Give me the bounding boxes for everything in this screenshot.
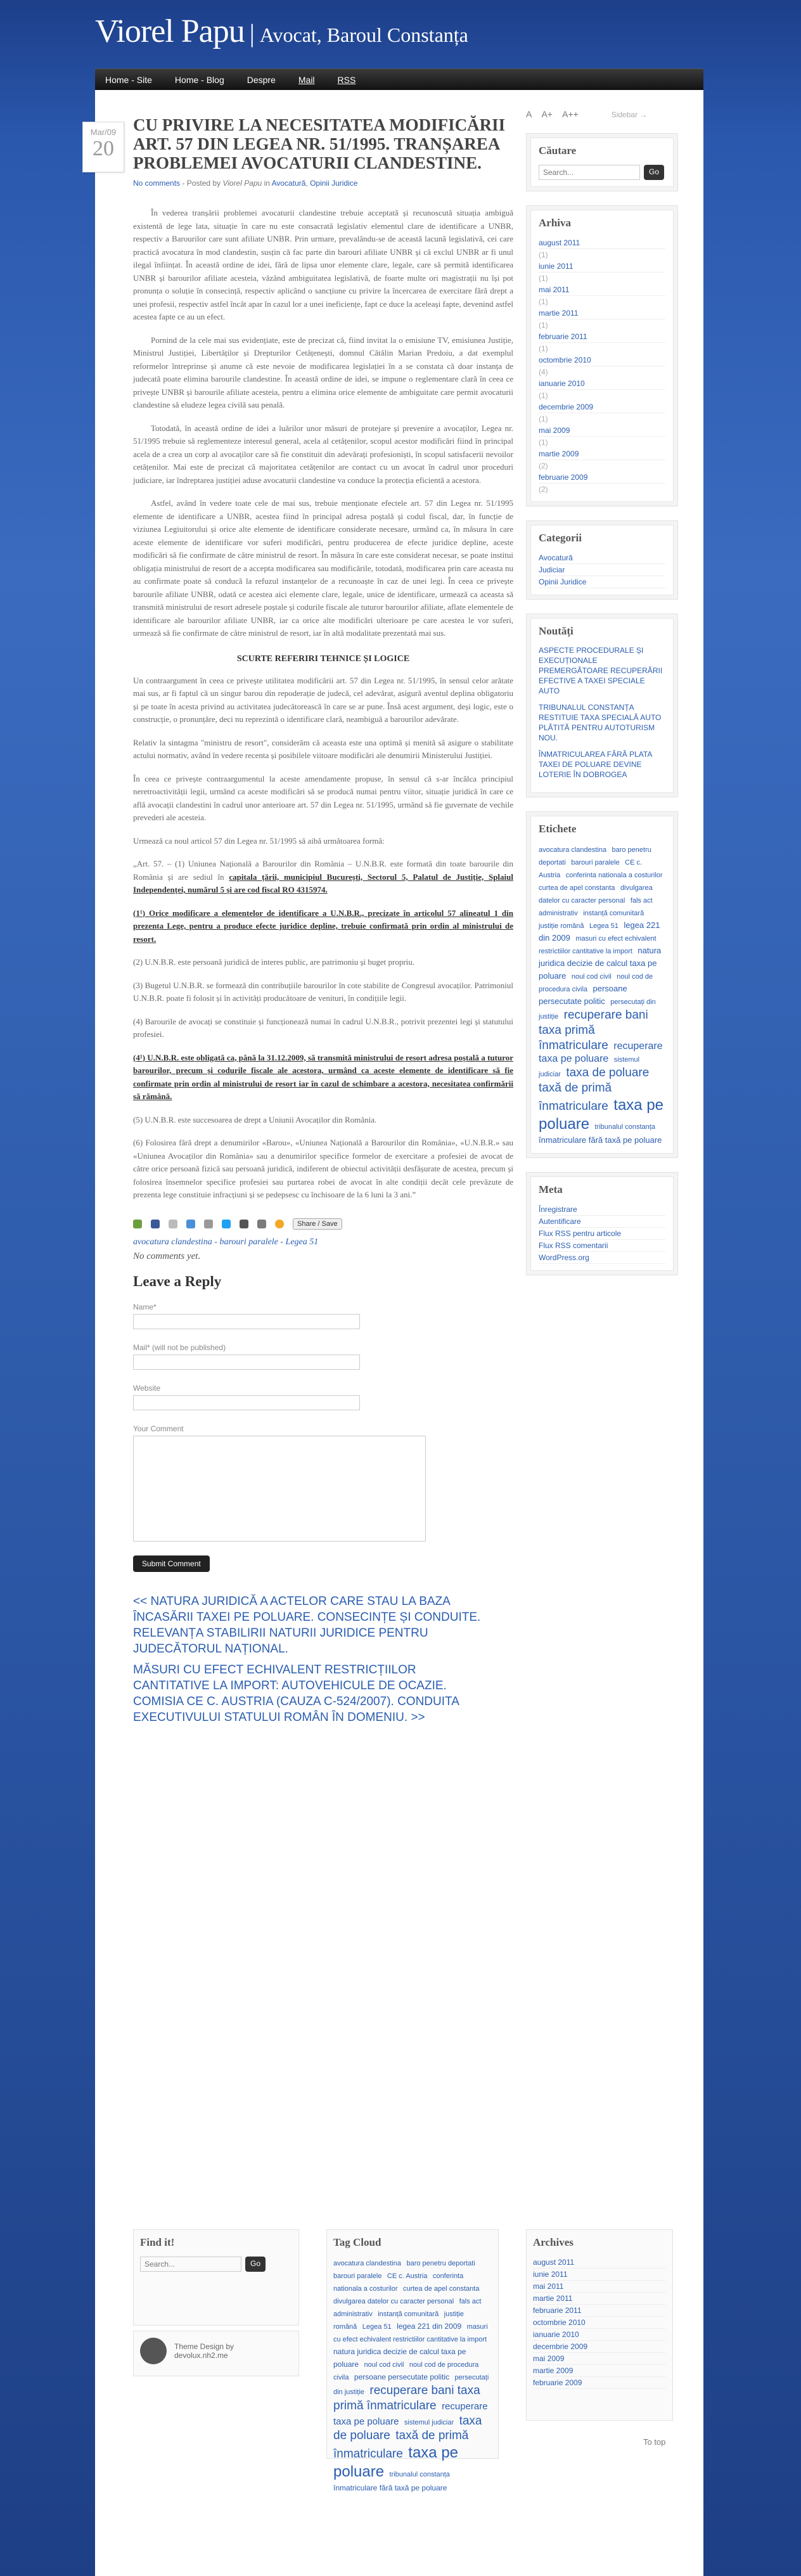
stumble-icon[interactable] <box>275 1220 284 1228</box>
digg-icon[interactable] <box>186 1220 195 1228</box>
site-description: Avocat, Baroul Constanța <box>259 23 468 46</box>
twitter-icon[interactable] <box>222 1220 231 1228</box>
name-input[interactable] <box>133 1314 360 1329</box>
news-widget <box>526 614 678 797</box>
print-icon[interactable] <box>169 1220 177 1228</box>
tag-link[interactable]: avocatura clandestina <box>333 2260 402 2267</box>
news-item[interactable]: TRIBUNALUL CONSTANȚA RESTITUIE TAXA SPECIALĂ AUTO PLĂTITĂ PENTRU AUTOTURISM NOU. <box>539 703 662 742</box>
archive-count: (1) <box>539 438 548 447</box>
meta-posted-by: - Posted by <box>180 179 223 188</box>
nav-home-site[interactable]: Home - Site <box>105 75 152 85</box>
category-item[interactable]: Judiciar <box>539 564 665 576</box>
tag-link[interactable]: înmatriculare fără taxă pe poluare <box>333 2483 447 2492</box>
tag-link[interactable]: Legea 51 <box>362 2323 392 2331</box>
category-link-avocatura[interactable]: Avocatură <box>271 179 306 188</box>
tag-link[interactable]: CE c. Austria <box>539 859 643 879</box>
post-date-badge <box>82 122 124 172</box>
footer-archive-item[interactable]: octombrie 2010 <box>533 2317 666 2329</box>
tag-link[interactable]: masuri cu efect echivalent restrictiilor cantitative la import <box>539 935 657 955</box>
archive-item[interactable]: iunie 2011 <box>539 261 665 273</box>
delicious-icon[interactable] <box>257 1220 266 1228</box>
site-title[interactable]: Viorel Papu <box>95 13 245 49</box>
footer-archive-item[interactable]: decembrie 2009 <box>533 2341 666 2353</box>
tag-link[interactable]: baro penetru deportati <box>406 2260 475 2267</box>
author-name: Viorel Papu <box>222 179 262 188</box>
archive-item[interactable]: februarie 2009 <box>539 472 665 484</box>
tag-link[interactable]: persoane persecutate politic <box>539 984 627 1006</box>
article-57-paragraph: (2) U.N.B.R. este persoană juridică de interes public, are patrimoniu și buget propriu. <box>133 957 415 967</box>
sidebar-toggle[interactable]: Sidebar → <box>611 110 648 119</box>
archive-item[interactable]: mai 2009 <box>539 425 665 437</box>
share-bar <box>133 1218 513 1230</box>
tag-link[interactable]: instanță comunitară <box>583 910 644 917</box>
sidebar-search-button[interactable]: Go <box>644 165 664 180</box>
tag-link[interactable]: conferinta nationala a costurilor <box>565 872 663 879</box>
comment-label: Your Comment <box>133 1424 184 1433</box>
tag-link[interactable]: recuperare taxa pe poluare <box>333 2400 488 2427</box>
website-label: Website <box>133 1383 161 1393</box>
archive-item[interactable]: octombrie 2010 <box>539 354 665 366</box>
share-save-button[interactable]: Share / Save <box>293 1218 342 1230</box>
theme-credit-text[interactable]: Theme Design by devolux.nh2.me <box>174 2342 234 2360</box>
tag-link[interactable]: recuperare bani taxa primă înmatriculare <box>333 2384 480 2412</box>
tag-link[interactable]: avocatura clandestina <box>539 846 607 854</box>
main-navigation <box>95 68 703 91</box>
news-widget-title: Noutăți <box>539 625 574 637</box>
tag-link[interactable]: masuri cu efect echivalent restrictiilor cantitative la import <box>333 2323 488 2343</box>
archive-count: (1) <box>539 250 548 259</box>
post-date-month: Mar/09 <box>90 127 117 137</box>
footer-search-input[interactable]: Search... <box>140 2257 241 2272</box>
tag-link[interactable]: CE c. Austria <box>387 2272 428 2280</box>
archive-list <box>539 237 665 495</box>
category-link-opinii[interactable]: Opinii Juridice <box>310 179 358 188</box>
mail-label: Mail* (will not be published) <box>133 1343 226 1352</box>
categories-widget <box>526 520 678 600</box>
footer-archive-item[interactable]: mai 2011 <box>533 2281 666 2293</box>
archive-item[interactable]: martie 2009 <box>539 448 665 460</box>
archive-item[interactable]: ianuarie 2010 <box>539 378 665 390</box>
tags-widget-title: Etichete <box>539 823 577 835</box>
comment-textarea[interactable] <box>133 1436 426 1542</box>
meta-widget-title: Meta <box>539 1183 563 1195</box>
footer-tag-list <box>333 2257 492 2494</box>
facebook-icon[interactable] <box>151 1220 160 1228</box>
tag-list <box>539 843 665 1147</box>
name-label: Name* <box>133 1302 157 1311</box>
archive-count: (1) <box>539 321 548 330</box>
meta-register-link[interactable]: Înregistrare <box>539 1204 665 1216</box>
meta-login-link[interactable]: Autentificare <box>539 1216 665 1228</box>
tag-link[interactable]: curtea de apel constanta <box>402 2285 480 2293</box>
archive-item[interactable]: martie 2011 <box>539 307 665 319</box>
main-content <box>133 115 513 1730</box>
comments-link[interactable]: No comments <box>133 179 181 188</box>
footer-archives-box <box>526 2229 673 2421</box>
tag-link[interactable]: conferinta nationala a costurilor <box>333 2272 464 2293</box>
nav-despre[interactable]: Despre <box>247 75 276 85</box>
archive-count: (2) <box>539 485 548 494</box>
article-57-4-1-text: (4¹) U.N.B.R. este obligată ca, până la 31.12.2009, să transmită ministrului de resort adresa poștală a tuturor barourilor, precum și codurile fiscale ale acestora, urmând ca aceste elemente de identificare să fie confirmate prin ordin al ministrului de resort iar în cazul de schimbare a acestora, necesitatea confirmării să rămână. <box>133 1052 513 1101</box>
article-57-4-1 <box>133 1052 513 1104</box>
leave-reply-title: Leave a Reply <box>133 1273 222 1289</box>
post-tags[interactable]: avocatura clandestina - barouri paralele - Legea 51 <box>133 1237 319 1247</box>
post-paragraph: Totodată, în această ordine de idei a luărilor unor măsuri de protejare și prevenire a avocaților, Legea nr. 51/1995 trebuie să reglementeze interesul general, acela al cetățenilor, scopul acestor modificări fiind în principal acela de a crea un corp al avocaților care să fie constituit din adevărați profesioniști, în scopul satisfacerii nevoilor cetățenilor. Mai este de precizat că majoritatea cetățenilor are contact cu un avocat în cadrul unor proceduri judiciare, iar îndreptarea justiției aduse avocaturii clandestine va conduce la protecția eficientă a acestora. <box>133 423 513 485</box>
tag-link[interactable]: baro penetru deportati <box>539 846 651 866</box>
post-paragraph: Pornind de la cele mai sus evidențiate, este de precizat că, fiind invitat la o emisiune TV, emisiunea Justiție, Ministrul Justiției, Libertăților și Drepturilor Cetățenești, domnul Cătălin Marian Predoiu, a dat exemplul reformelor întreprinse și anume că este nevoie de modificarea legislației în a se constata că doar instanța de judecată poate elimina barourile clandestine. În această ordine de idei, se impune o reglementare clară în ceea ce privește UNBR și barourile afiliate acesteia, pentru a elimina orice elemente de ambiguitate care permit avocaturii clandestine să eludeze legea civilă sau penală. <box>133 335 513 409</box>
tag-link[interactable]: persecutați din justiție <box>539 998 656 1021</box>
post-meta: No comments - Posted by Viorel Papu in Avocatură, Opinii Juridice <box>133 179 358 188</box>
footer-search-button[interactable]: Go <box>245 2257 266 2272</box>
tag-link[interactable]: persecutați din justiție <box>333 2374 489 2396</box>
title-separator: | <box>249 19 255 48</box>
tag-link[interactable]: taxa de poluare <box>333 2414 482 2443</box>
next-post-link[interactable]: MĂSURI CU EFECT ECHIVALENT RESTRICȚIILOR CANTITATIVE LA IMPORT: AUTOVEHICULE DE OCAZIE. COMISIA CE C. AUSTRIA (CAUZA C-524/2007). CONDUITA EXECUTIVULUI STATULUI ROMÂN ÎN DOMENIU. >> <box>133 1663 459 1724</box>
article-57-1-1-text: (1¹) Orice modificare a elementelor de identificare a U.N.B.R., precizate în articolul 57 alineatul 1 din prezenta Lege, pentru a produce efecte juridice depline, trebuie confirmată prin ordin al ministrului de resort. <box>133 908 513 944</box>
tag-link[interactable]: sistemul judiciar <box>404 2418 454 2426</box>
footer-archives-title: Archives <box>533 2236 574 2248</box>
email-icon[interactable] <box>204 1220 213 1228</box>
tag-link[interactable]: fals act administrativ <box>333 2298 482 2318</box>
archive-count: (1) <box>539 297 548 306</box>
archive-count: (1) <box>539 415 548 423</box>
post-paragraph: Un contraargument în ceea ce privește utilitatea modificării art. 57 din Legea nr. 51/1995, în sensul celor arătate mai sus, ar fi faptul că un singur barou din repoderație de judecă, cel adevărat, asigură aventul deplina obligatoriu și pe toate în acesta privind au activitatea judecătorească în care se ar pune. Însă acest argument, deși logic, este o construcție, o pronunțăre, deci nu reprezintă o identificare clară, neambiguă a barourilor adevărate. <box>133 675 513 724</box>
article-57-lead-text: „Art. 57. – (1) Uniunea Națională a Barourilor din România – U.N.B.R. este formată din toate barourile din România și are sediul în <box>133 859 513 882</box>
news-item[interactable]: ASPECTE PROCEDURALE ȘI EXECUȚIONALE PREMERGĂTOARE RECUPERĂRII EFECTIVE A TAXEI SPECIALE AUTO <box>539 646 663 695</box>
post-date-day: 20 <box>93 137 114 160</box>
news-item[interactable]: ÎNMATRICULAREA FĂRĂ PLATA TAXEI DE POLUARE DEVINE LOTERIE ÎN DOBROGEA <box>539 750 652 779</box>
tag-link[interactable]: persoane persecutate politic <box>354 2373 449 2381</box>
page-container <box>90 90 703 2576</box>
archive-count: (4) <box>539 368 548 377</box>
tag-link[interactable]: barouri paralele <box>571 859 620 866</box>
font-size-largest[interactable]: A++ <box>562 109 579 119</box>
search-widget-title: Căutare <box>539 145 577 157</box>
tag-link[interactable]: barouri paralele <box>333 2272 382 2280</box>
post-paragraph: Relativ la sintagma "ministru de resort", considerăm că aceasta este una optimă și menită să asigure o stabilitate actului normativ, având în vedere recenta și posibilele viitoare modificări ale denumirii Ministerului Justiției. <box>133 737 513 760</box>
archive-count: (1) <box>539 274 548 283</box>
post-body <box>133 207 513 1202</box>
to-top-link[interactable]: To top <box>643 2437 666 2447</box>
tag-link[interactable]: fals act administrativ <box>539 897 653 917</box>
category-item[interactable]: Avocatură <box>539 552 665 564</box>
tags-widget <box>526 811 678 1158</box>
sidebar-search-input[interactable]: Search... <box>539 165 640 180</box>
archive-item[interactable]: august 2011 <box>539 237 665 249</box>
archive-count: (2) <box>539 461 548 470</box>
footer-tagcloud-box <box>326 2229 499 2492</box>
category-item[interactable]: Opinii Juridice <box>539 576 665 588</box>
post-navigation <box>133 1594 494 1725</box>
website-input[interactable] <box>133 1395 360 1410</box>
tag-link[interactable]: natura juridica decizie de calcul taxa pe poluare <box>539 946 662 981</box>
tag-link[interactable]: Legea 51 <box>589 922 618 930</box>
article-57-paragraph: (4) Barourile de avocați se constituie și funcționează numai în cadrul U.N.B.R., potrivit prezentei legi și statutului profesiei. <box>133 1016 513 1039</box>
post-paragraph: În ceea ce privește contraargumentul la aceste amendamente propuse, în sensul că s-ar încălca principiul neretroactivității legii, urmând ca aceste modificări să se producă numai pentru viitor, situație juridică în care ce află avocații clandestini în cadrul unor anterioare art. 57 din Legea nr. 51/1995, urmând să fie guvernate de vechile prevederi ale acesteia. <box>133 773 513 822</box>
article-57-lead <box>133 858 513 897</box>
font-size-controls <box>526 109 678 119</box>
footer-archive-item[interactable]: august 2011 <box>533 2257 666 2269</box>
footer-find-box <box>133 2229 299 2326</box>
article-57-1-1 <box>133 907 513 946</box>
article-57-paragraph: (6) Folosirea fără drept a denumirilor «Barou», «Uniunea Națională a Barourilor din România», «U.N.B.R.» sau «Uniunea Avocaților din România» sau a denumirilor specifice formelor de exercitare a profesiei de avocat de către orice persoană fizică sau persoană juridică, indiferent de obiectul activității desfășurate de acestea, precum și folosirea însemnelor specifice profesiei sau purtarea robei de avocat în alte condiții decât cele prevăzute de prezenta lege constituie infracțiuni și se pedepsesc cu închisoare de la 6 luni la 3 ani.” <box>133 1138 513 1199</box>
tag-link[interactable]: noul cod civil <box>571 973 612 981</box>
tag-link[interactable]: taxă de primă înmatriculare <box>539 1081 612 1113</box>
tag-link[interactable]: divulgarea datelor cu caracter personal <box>333 2298 454 2305</box>
tag-link[interactable]: divulgarea datelor cu caracter personal <box>539 884 653 905</box>
article-57-paragraph: (3) Bugetul U.N.B.R. se formează din contribuțiile barourilor în cote stabilite de Congresul avocaților. Patrimoniul U.N.B.R. poate fi folosit și în activități producătoare de venituri, în condițiile legii. <box>133 980 513 1003</box>
no-comments-text: No comments yet. <box>133 1251 201 1261</box>
tag-link[interactable]: instanță comunitară <box>378 2310 439 2318</box>
footer-find-title: Find it! <box>140 2236 175 2248</box>
footer-tagcloud-title: Tag Cloud <box>333 2236 381 2248</box>
tag-link[interactable]: justiție română <box>333 2310 464 2331</box>
nav-home-blog[interactable]: Home - Blog <box>174 75 224 85</box>
meta-in: in <box>262 179 272 188</box>
post-paragraph: Urmează ca noul articol 57 din Legea nr. 51/1995 să aibă următoarea formă: <box>133 835 385 846</box>
footer-archive-item[interactable]: mai 2009 <box>533 2353 666 2365</box>
meta-rss-articles-link[interactable]: Flux RSS pentru articole <box>539 1228 665 1240</box>
tag-link[interactable]: recuperare bani taxa primă înmatriculare <box>539 1008 648 1052</box>
tag-link[interactable]: taxă de primă înmatriculare <box>333 2429 469 2461</box>
footer-archives-list <box>533 2257 666 2389</box>
tag-link[interactable]: noul cod de procedura civila <box>539 973 653 993</box>
tag-link[interactable]: curtea de apel constanta <box>539 884 615 892</box>
site-header <box>95 13 468 63</box>
meta-widget <box>526 1172 678 1275</box>
categories-widget-title: Categorii <box>539 532 582 544</box>
article-57-paragraph: (5) U.N.B.R. este succesoarea de drept a Uniunii Avocaților din România. <box>133 1114 377 1124</box>
tag-link[interactable]: legea 221 din 2009 <box>539 920 660 943</box>
search-widget <box>526 133 678 191</box>
wordpress-logo-icon <box>140 2338 167 2364</box>
mail-input[interactable] <box>133 1355 360 1370</box>
footer-archive-item[interactable]: martie 2009 <box>533 2365 666 2377</box>
tag-link[interactable]: tribunalul constanța <box>594 1123 655 1131</box>
bookmark-icon[interactable] <box>240 1220 248 1228</box>
tag-link[interactable]: legea 221 din 2009 <box>397 2322 462 2331</box>
meta-rss-comments-link[interactable]: Flux RSS comentarii <box>539 1240 665 1252</box>
submit-comment-button[interactable]: Submit Comment <box>133 1555 210 1572</box>
article-57-lead-underlined: capitala țării, municipiul București, Sectorul 5, Palatul de Justiție, Splaiul Independenței, numărul 5 și are cod fiscal RO 4315974. <box>133 872 513 894</box>
tag-link[interactable]: recuperare taxa pe poluare <box>539 1040 663 1065</box>
archive-item[interactable]: mai 2011 <box>539 284 665 296</box>
previous-post-link[interactable]: << NATURA JURIDICĂ A ACTELOR CARE STAU LA BAZA ÎNCASĂRII TAXEI PE POLUARE. CONSECINȚE ȘI CONDUITE. RELEVANȚA STABILIRII NATURII JURIDICE PENTRU JUDECĂTORUL NAȚIONAL. <box>133 1594 481 1656</box>
archive-count: (1) <box>539 344 548 353</box>
archive-widget-title: Arhiva <box>539 217 571 229</box>
tag-link[interactable]: noul cod civil <box>364 2361 404 2369</box>
tag-link[interactable]: natura juridica decizie de calcul taxa pe poluare <box>333 2347 466 2369</box>
share-icon[interactable] <box>133 1220 142 1228</box>
tag-link[interactable]: tribunalul constanța <box>389 2471 450 2478</box>
tag-link[interactable]: sistemul judiciar <box>539 1056 640 1079</box>
nav-rss[interactable]: RSS <box>337 75 356 85</box>
archive-item[interactable]: decembrie 2009 <box>539 401 665 413</box>
tag-link[interactable]: noul cod de procedura civila <box>333 2361 479 2381</box>
section-heading: SCURTE REFERIRI TEHNICE ȘI LOGICE <box>236 654 410 664</box>
font-size-larger[interactable]: A+ <box>541 109 553 119</box>
tag-link[interactable]: taxa de poluare <box>566 1066 650 1080</box>
tag-link[interactable]: înmatriculare fără taxă pe poluare <box>539 1135 662 1145</box>
archive-count: (1) <box>539 391 548 400</box>
archive-widget <box>526 205 678 506</box>
footer-archive-item[interactable]: februarie 2009 <box>533 2377 666 2389</box>
sidebar <box>526 109 678 1275</box>
post-title[interactable]: CU PRIVIRE LA NECESITATEA MODIFICĂRII ART. 57 DIN LEGEA NR. 51/1995. TRANȘAREA PROBLEMEI AVOCATURII CLANDESTINE. <box>133 115 506 172</box>
theme-credit-box <box>133 2331 299 2376</box>
archive-item[interactable]: februarie 2011 <box>539 331 665 343</box>
tag-link[interactable]: justiție română <box>539 922 584 930</box>
post-paragraph: Astfel, având în vedere toate cele de mai sus, trebuie menționate efectele art. 57 din Legea nr. 51/1995 elemente de identificare a UNBR, acestea fiind în principal adresa poștală și codul fiscal, dar, în funcție de viziunea Legiuitorului și orice alte elemente de identificare considerate necesare, urmând ca, în măsura în care aceste elemente de identificare vor suferi modificări, pentru producerea de efecte juridice depline, aceste modificări să fie confirmate de către ministrul de resort. În măsura în care este considerat necesar, se poate institui obligația ministrului de resort de a accepta modificarea sau modificările, totodată, modificarea prin care aceasta nu au confirmate poate să conducă la refuzul instanțelor de a recunoaște în caz de unei legi. În ceea ce privește barourile afiliate UNBR, odată ce acestea aici elemente clare, legale, unice de identificare, urmează ca aceasta să transmită ministrului de resort adresele poștale și codurile fiscale ale tuturor barourilor afiliate, aflate elementele de identificare ale barourilor afiliate UNBR, iar ca orice alte modificări ulterioare pe care acestea le vor suferi, urmează să fie confirmate de către ministrul de resort, iar în altă modalitate prezentată mai sus. <box>133 498 513 638</box>
footer-archive-item[interactable]: ianuarie 2010 <box>533 2329 666 2341</box>
footer-archive-item[interactable]: februarie 2011 <box>533 2305 666 2317</box>
footer-archive-item[interactable]: iunie 2011 <box>533 2269 666 2281</box>
tag-link[interactable]: taxa pe poluare <box>539 1096 664 1133</box>
font-size-normal[interactable]: A <box>526 109 532 119</box>
nav-mail[interactable]: Mail <box>298 75 315 85</box>
post-paragraph: În vederea tranșării problemei avocaturii clandestine trebuie acceptată și recunoscută situația ambiguă existentă de lege lata, situație în care nu este consacrată legislativ elementul clare de identificare a UNBR, respectiv a Barourilor care sunt afiliate UNBR. Prin urmare, prevalându-se de această lacună legislativă, cei care practică avocatura în mod clandestin, susțin că fac parte din barouri afiliate UNBR și că exclul UNBR ar fi unul ilegal înființat. În această ordine de idei, fără de lipsa unor elemente clare, legale, care să permită identificarea UNBR și barourilor afiliate acesteia, văzând ambiguitatea legislativă, de foarte multe ori magistrații nu își pot pronunța o soluție în consecință, respectiv aplicând o sancțiune cu privire la încercarea de exercitare fără drept a unei profesii, respectiv astfel încât apar în cazul lor a unei ineficiențe, fapt ce duce la aceleași fapte, devenind astfel acestea fapte ce au un efect. <box>133 208 513 321</box>
meta-wordpress-link[interactable]: WordPress.org <box>539 1252 665 1264</box>
tag-link[interactable]: taxa pe poluare <box>333 2444 459 2480</box>
footer-archive-item[interactable]: martie 2011 <box>533 2293 666 2305</box>
